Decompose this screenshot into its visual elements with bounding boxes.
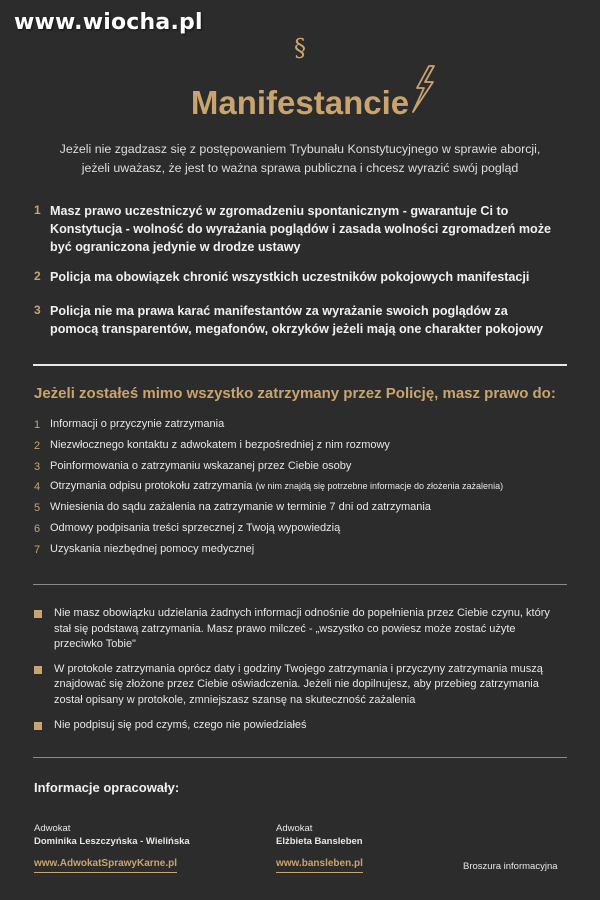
note-item [34, 718, 554, 734]
rights-list [34, 202, 574, 350]
list-item [34, 418, 574, 439]
list-number: 3 [34, 460, 41, 473]
page-title: Manifestancie [190, 84, 410, 121]
right-text [50, 302, 543, 338]
text-line: Policja nie ma prawa karać manifestantów za wyrażanie swoich poglądów za [50, 304, 508, 318]
intro-text [40, 140, 560, 178]
author-1 [34, 822, 190, 848]
list-number: 5 [34, 502, 41, 515]
list-item [34, 501, 574, 522]
right-text [50, 202, 551, 256]
right-item-2 [34, 268, 574, 286]
list-number: 6 [34, 522, 41, 535]
list-item [34, 543, 574, 564]
list-item [34, 460, 574, 481]
list-number: 1 [34, 419, 41, 431]
section-sign-icon: § [294, 34, 306, 62]
list-item-main: Otrzymania odpisu protokołu zatrzymania [50, 480, 253, 493]
list-item [34, 439, 574, 460]
intro-line: jeżeli uważasz, że jest to ważna sprawa publiczna i chcesz wyrazić swój pogląd [81, 161, 519, 175]
site-watermark: www.wiocha.pl [14, 10, 203, 35]
list-item-text: Informacji o przyczynie zatrzymania [50, 418, 225, 430]
right-text [50, 268, 529, 286]
list-item [34, 480, 574, 501]
intro-line: Jeżeli nie zgadzasz się z postępowaniem Trybunału Konstytucyjnego w sprawie aborcji, [59, 142, 541, 156]
list-number: 2 [34, 269, 41, 283]
list-number: 3 [34, 303, 41, 317]
text-line: stał się podstawą zatrzymania. Masz prawo milczeć - „wszystko co powiesz może zostać użyte [54, 622, 516, 635]
author-2 [276, 822, 363, 848]
section-divider [33, 584, 567, 585]
info-heading: Informacje opracowały: [34, 780, 180, 795]
section-divider [33, 757, 567, 758]
square-bullet-icon [34, 722, 42, 730]
list-item [34, 522, 574, 543]
note-text [54, 606, 550, 653]
text-line: Masz prawo uczestniczyć w zgromadzeniu spontanicznym - gwarantuje Ci to [50, 204, 509, 218]
square-bullet-icon [34, 666, 42, 674]
text-line: pomocą transparentów, megafonów, okrzyków jeżeli mają one charakter pokojowy [50, 322, 544, 336]
author-name: Elżbieta Bansleben [276, 836, 363, 847]
text-line: W protokole zatrzymania oprócz daty i godziny Twojego zatrzymania i przyczyny zatrzymania muszą [54, 662, 543, 675]
text-line: Nie masz obowiązku udzielania żadnych informacji odnośnie do popełnienia przez Ciebie czynu, który [54, 607, 550, 619]
brochure-label: Broszura informacyjna [463, 861, 558, 872]
detained-heading: Jeżeli zostałeś mimo wszystko zatrzymany przez Policję, masz prawo do: [34, 385, 556, 402]
author-role: Adwokat [34, 823, 71, 834]
author-1-link[interactable]: www.AdwokatSprawyKarne.pl [34, 858, 177, 873]
text-line: Nie podpisuj się pod czymś, czego nie powiedziałeś [54, 718, 307, 731]
lightning-bolt-icon [403, 64, 439, 116]
list-number: 7 [34, 543, 41, 556]
list-item-note: (w nim znajdą się potrzebne informacje do złożenia zażalenia) [255, 481, 504, 492]
square-bullet-icon [34, 610, 42, 618]
notes-list [34, 606, 554, 742]
list-item-text: Uzyskania niezbędnej pomocy medycznej [50, 542, 255, 555]
text-line: Policja ma obowiązek chronić wszystkich uczestników pokojowych manifestacji [50, 270, 530, 284]
note-text [54, 718, 307, 734]
note-text [54, 662, 543, 709]
text-line: przeciwko Tobie" [54, 638, 136, 651]
note-item [34, 606, 554, 653]
list-item-text: Odmowy podpisania treści sprzecznej z Twoją wypowiedzią [50, 521, 341, 534]
author-name: Dominika Leszczyńska - Wielińska [34, 836, 190, 847]
detained-rights-list [34, 418, 574, 564]
list-item-text: Niezwłocznego kontaktu z adwokatem i bezpośredniej z nim rozmowy [50, 438, 390, 451]
text-line: został opisany w protokole, zmniejszasz szansę na skuteczność zażalenia [54, 693, 416, 706]
list-item-text: Poinformowania o zatrzymaniu wskazanej przez Ciebie osoby [50, 459, 352, 472]
right-item-3 [34, 302, 574, 338]
list-number: 4 [34, 481, 41, 494]
text-line: znajdować się złożone przez Ciebie oświadczenia. Jeżeli nie dopilnujesz, aby przebieg zatrzymania [54, 678, 539, 691]
text-line: Konstytucja - wolność do wyrażania poglądów i zasada wolności zgromadzeń może [50, 222, 552, 236]
right-item-1 [34, 202, 574, 256]
section-divider [33, 364, 567, 366]
author-role: Adwokat [276, 823, 313, 834]
author-2-link[interactable]: www.bansleben.pl [276, 858, 363, 873]
text-line: być ograniczona jedynie w drodze ustawy [50, 240, 301, 254]
list-item-text: Wniesienia do sądu zażalenia na zatrzymanie w terminie 7 dni od zatrzymania [50, 501, 431, 514]
note-item [34, 662, 554, 709]
list-item-text [50, 480, 503, 492]
list-number: 1 [34, 203, 41, 217]
list-number: 2 [34, 439, 41, 452]
